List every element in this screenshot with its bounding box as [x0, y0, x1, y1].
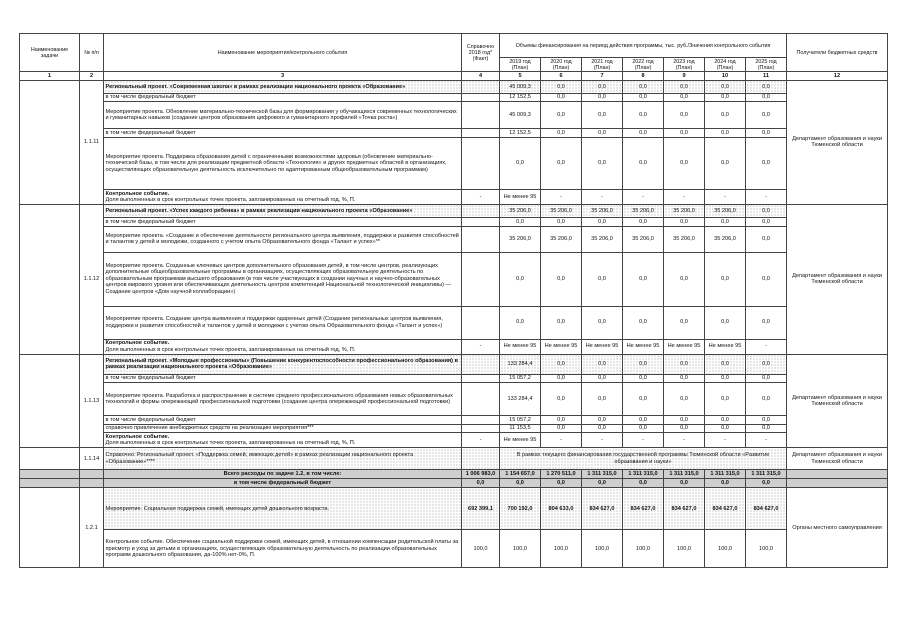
control-event-title: Контрольное событие.	[105, 340, 170, 347]
table-row	[20, 488, 888, 530]
header-volumes: Объемы финансирования на период действия программы, тыс. руб./Значения контрольного события	[500, 34, 787, 58]
value-cell: 1 311 315,0	[705, 470, 746, 479]
value-cell: 0,0	[582, 383, 623, 416]
header-num: № п/п	[80, 34, 104, 72]
row-text: Мероприятие проекта. Созданные ключевых центров дополнительного образования детей, в том числе центров, реализующих дополнительные общеобразовательные программы в организациях, осуществляющих образовательную деятельность по образовательным программам высшего образования (в том числе участвующих в создании научных и научно-образовательных центров мирового уровня или обеспечивающих деятельность центров компетенций Национальной технологической инициативы) — Создание центров «Дом научной коллаборации»)	[104, 252, 462, 306]
value-cell: 0,0	[705, 354, 746, 374]
value-cell: 0,0	[705, 93, 746, 102]
value-cell: 11 153,5	[500, 424, 541, 433]
value-cell: 0,0	[500, 137, 541, 189]
header-reference: Справочно 2018 год* (Факт)	[462, 34, 500, 72]
header-recipients: Получатели бюджетных средств	[787, 34, 888, 72]
value-cell: 0,0	[623, 479, 664, 488]
value-cell: 1 154 657,0	[500, 470, 541, 479]
ref-value	[462, 204, 500, 217]
ref-value	[462, 416, 500, 425]
value-cell: 0,0	[500, 217, 541, 226]
value-cell: Не менее 95	[705, 339, 746, 354]
row-text: Справочно: Региональный проект. «Поддержка семей, имеющих детей» в рамках реализации национального проекта «Образование»****	[104, 448, 462, 470]
value-cell: -	[705, 433, 746, 448]
value-cell: 0,0	[664, 80, 705, 93]
header-year: 2025 год (План)	[746, 58, 787, 72]
program-table	[19, 33, 888, 568]
value-cell: 0,0	[746, 383, 787, 416]
value-cell: 834 627,0	[746, 488, 787, 530]
value-cell: 0,0	[746, 204, 787, 217]
value-cell: Не менее 95	[664, 339, 705, 354]
value-cell: 0,0	[664, 354, 705, 374]
table-row	[20, 137, 888, 189]
value-cell: Не менее 95	[500, 189, 541, 204]
row-text: в том числе федеральный бюджет	[104, 93, 462, 102]
value-cell: Не менее 95	[500, 339, 541, 354]
value-cell: 0,0	[623, 383, 664, 416]
value-cell: 100,0	[705, 530, 746, 568]
header-year: 2019 год (План)	[500, 58, 541, 72]
value-cell: 35 206,0	[582, 204, 623, 217]
ref-value	[462, 374, 500, 383]
value-cell: 0,0	[541, 383, 582, 416]
value-cell: 100,0	[664, 530, 705, 568]
value-cell: 0,0	[664, 479, 705, 488]
value-cell: 0,0	[746, 416, 787, 425]
value-cell: 0,0	[705, 374, 746, 383]
table-row	[20, 204, 888, 217]
value-cell: 0,0	[623, 306, 664, 339]
value-cell: 35 206,0	[664, 226, 705, 252]
value-cell: 0,0	[623, 137, 664, 189]
control-event-title: Контрольное событие.	[105, 190, 170, 197]
value-cell: 0,0	[664, 217, 705, 226]
value-cell: 0,0	[746, 374, 787, 383]
ref-value: -	[462, 433, 500, 448]
group-num: 1.2.1	[80, 488, 104, 568]
row-text: в том числе федеральный бюджет	[104, 374, 462, 383]
value-cell: -	[746, 433, 787, 448]
value-cell: 35 206,0	[705, 204, 746, 217]
value-cell: -	[623, 189, 664, 204]
table-row	[20, 129, 888, 138]
ref-value	[462, 226, 500, 252]
table-row	[20, 433, 888, 448]
col-number: 2	[80, 72, 104, 81]
recipient-cell: Департамент образования и науки Тюменской области	[787, 80, 888, 204]
task-cell	[20, 488, 80, 568]
value-cell: -	[541, 189, 582, 204]
value-cell: 0,0	[623, 129, 664, 138]
ref-value	[462, 383, 500, 416]
document-page	[19, 33, 887, 568]
row-text: Контрольное событие. Обеспечение социальной поддержки семей, имеющих детей, в отношении компенсации родительской платы за присмотр и уход за детьми в организациях, осуществляющих образовательную деятельность по реализации образовательных программ дошкольного образования, да-100% нет-0%, П.	[104, 530, 462, 568]
value-cell: 0,0	[541, 374, 582, 383]
table-row	[20, 217, 888, 226]
group-num: 1.1.13	[80, 354, 104, 448]
value-cell: 100,0	[746, 530, 787, 568]
value-cell: 1 270 511,0	[541, 470, 582, 479]
value-cell: 0,0	[664, 416, 705, 425]
value-cell: 35 206,0	[664, 204, 705, 217]
value-cell: 0,0	[705, 252, 746, 306]
value-cell: 0,0	[664, 374, 705, 383]
value-cell: 0,0	[746, 226, 787, 252]
value-cell: 35 206,0	[582, 226, 623, 252]
value-cell: 1 311 315,0	[746, 470, 787, 479]
value-cell: 35 206,0	[541, 226, 582, 252]
value-cell: 0,0	[623, 416, 664, 425]
group-num: 1.1.14	[80, 448, 104, 470]
ref-value	[462, 252, 500, 306]
task-cell	[20, 204, 80, 354]
group-num: 1.1.12	[80, 204, 104, 354]
ref-value	[462, 424, 500, 433]
col-number: 11	[746, 72, 787, 81]
value-cell: 0,0	[705, 306, 746, 339]
merged-note: В рамках текущего финансирования государственной программы Тюменской области «Развитие образования и науки»	[500, 448, 787, 470]
col-number: 9	[664, 72, 705, 81]
row-text: Мероприятие проекта. «Создание и обеспечение деятельности регионального центра выявления, поддержки и развития способностей и талантов у детей и молодежи, созданного с учетом опыта Образовательного фонда «Талант и успех»**	[104, 226, 462, 252]
value-cell: -	[582, 433, 623, 448]
value-cell: 1 311 315,0	[582, 470, 623, 479]
col-number: 10	[705, 72, 746, 81]
table-row	[20, 102, 888, 129]
value-cell: 0,0	[582, 80, 623, 93]
table-row	[20, 80, 888, 93]
value-cell: 0,0	[705, 137, 746, 189]
table-row	[20, 424, 888, 433]
value-cell: 1 311 315,0	[664, 470, 705, 479]
value-cell: 0,0	[664, 102, 705, 129]
task-cell	[20, 479, 80, 488]
value-cell: 0,0	[623, 354, 664, 374]
row-text: Мероприятие проекта. Создание центра выявления и поддержки одаренных детей (Создание региональных центров выявления, поддержки и развития способностей и талантов у детей и молодежи с учетом опыта Образовательного фонда «Талант и успех»)	[104, 306, 462, 339]
ref-value	[462, 137, 500, 189]
value-cell: 0,0	[623, 252, 664, 306]
table-row	[20, 252, 888, 306]
value-cell: 804 633,0	[541, 488, 582, 530]
ref-value	[462, 129, 500, 138]
header-year: 2020 год (План)	[541, 58, 582, 72]
value-cell: 0,0	[582, 354, 623, 374]
task-cell	[20, 354, 80, 448]
value-cell: 0,0	[582, 217, 623, 226]
recipient-cell	[787, 470, 888, 479]
num-cell	[80, 470, 104, 479]
value-cell: 0,0	[705, 129, 746, 138]
row-text: Мероприятие. Социальная поддержка семей, имеющих детей дошкольного возраста.	[104, 488, 462, 530]
value-cell: 35 206,0	[500, 226, 541, 252]
table-row	[20, 354, 888, 374]
federal-label: в том числе федеральный бюджет	[104, 479, 462, 488]
recipient-cell: Департамент образования и науки Тюменской области	[787, 354, 888, 448]
value-cell: 100,0	[623, 530, 664, 568]
value-cell: 0,0	[746, 479, 787, 488]
value-cell: 834 627,0	[582, 488, 623, 530]
col-number: 1	[20, 72, 80, 81]
row-text: Региональный проект. «Современная школа» в рамках реализации национального проекта «Образование»	[104, 80, 462, 93]
value-cell: 0,0	[541, 137, 582, 189]
table-row	[20, 226, 888, 252]
ref-value: -	[462, 189, 500, 204]
value-cell: 0,0	[746, 93, 787, 102]
table-row	[20, 189, 888, 204]
total-label: Всего расходы по задаче 1.2, в том числе:	[104, 470, 462, 479]
value-cell: 35 206,0	[541, 204, 582, 217]
col-number: 6	[541, 72, 582, 81]
column-number-row	[20, 72, 888, 81]
value-cell: 100,0	[541, 530, 582, 568]
value-cell: -	[664, 433, 705, 448]
value-cell: 35 206,0	[500, 204, 541, 217]
value-cell: 0,0	[664, 424, 705, 433]
value-cell: 0,0	[582, 137, 623, 189]
value-cell: 45 009,3	[500, 102, 541, 129]
ref-value	[462, 102, 500, 129]
control-event-text: Доля выполненных в срок контрольных точек проекта, запланированных на отчетный год, %, П.	[105, 440, 356, 447]
header-year: 2021 год (План)	[582, 58, 623, 72]
header-row	[20, 34, 888, 58]
value-cell: 133 284,4	[500, 383, 541, 416]
federal-row	[20, 479, 888, 488]
row-text: Региональный проект. «Молодые профессионалы» (Повышение конкурентоспособности профессионального образования) в рамках реализации национального проекта «Образование»	[104, 354, 462, 374]
row-text: в том числе федеральный бюджет	[104, 217, 462, 226]
control-event-text: Доля выполненных в срок контрольных точек проекта, запланированных на отчетный год, %, П.	[105, 196, 356, 203]
value-cell: 0,0	[623, 80, 664, 93]
value-cell: 12 152,5	[500, 129, 541, 138]
header-event-name: Наименование мероприятия/контрольного события	[104, 34, 462, 72]
value-cell: 0,0	[705, 217, 746, 226]
value-cell: 1 311 315,0	[623, 470, 664, 479]
table-row	[20, 93, 888, 102]
value-cell: 0,0	[664, 129, 705, 138]
value-cell: 834 627,0	[623, 488, 664, 530]
value-cell: 0,0	[664, 252, 705, 306]
task-cell	[20, 80, 80, 204]
table-row	[20, 339, 888, 354]
value-cell: 0,0	[541, 80, 582, 93]
value-cell: Не менее 95	[623, 339, 664, 354]
value-cell: 0,0	[664, 93, 705, 102]
table-row	[20, 306, 888, 339]
value-cell: 834 627,0	[664, 488, 705, 530]
value-cell: 0,0	[746, 424, 787, 433]
control-event-cell	[104, 433, 462, 448]
value-cell: -	[623, 433, 664, 448]
col-number: 8	[623, 72, 664, 81]
row-text: справочно привлечение внебюджетных средств на реализацию мероприятия***	[104, 424, 462, 433]
value-cell: -	[582, 189, 623, 204]
value-cell: 0,0	[541, 252, 582, 306]
value-cell: 0,0	[582, 416, 623, 425]
col-number: 5	[500, 72, 541, 81]
value-cell: 0,0	[746, 129, 787, 138]
value-cell: -	[664, 189, 705, 204]
col-number: 12	[787, 72, 888, 81]
task-cell	[20, 448, 80, 470]
ref-value: 0,0	[462, 479, 500, 488]
total-row	[20, 470, 888, 479]
row-text: в том числе федеральный бюджет	[104, 129, 462, 138]
col-number: 4	[462, 72, 500, 81]
value-cell: 100,0	[500, 530, 541, 568]
value-cell: 0,0	[582, 93, 623, 102]
recipient-cell: Органы местного самоуправления	[787, 488, 888, 568]
value-cell: 0,0	[541, 102, 582, 129]
control-event-text: Доля выполненных в срок контрольных точек проекта, запланированных на отчетный год, %, П.	[105, 346, 356, 353]
value-cell: Не менее 95	[541, 339, 582, 354]
col-number: 7	[582, 72, 623, 81]
value-cell: 35 206,0	[705, 226, 746, 252]
control-event-cell	[104, 189, 462, 204]
row-text: Мероприятие проекта. Разработка и распространение в системе среднего профессионального образования новых образовательных технологий и формы опережающей профессиональной подготовки (создание центра опережающей профессиональной подготовки)	[104, 383, 462, 416]
row-text: Мероприятие проекта. Обновление материально-технической базы для формирования у обучающихся современных технологических и гуманитарных навыков (создание центров образования цифрового и гуманитарного профилей «Точка роста»)	[104, 102, 462, 129]
value-cell: 0,0	[623, 374, 664, 383]
value-cell: 0,0	[500, 479, 541, 488]
value-cell: 0,0	[664, 137, 705, 189]
value-cell: 0,0	[664, 383, 705, 416]
value-cell: 100,0	[582, 530, 623, 568]
value-cell: 0,0	[541, 416, 582, 425]
value-cell: 0,0	[623, 93, 664, 102]
header-year: 2023 год (План)	[664, 58, 705, 72]
value-cell: 15 057,2	[500, 416, 541, 425]
value-cell: 0,0	[541, 93, 582, 102]
value-cell: 0,0	[541, 354, 582, 374]
ref-value	[462, 448, 500, 470]
recipient-cell: Департамент образования и науки Тюменской области	[787, 204, 888, 354]
value-cell: 834 627,0	[705, 488, 746, 530]
group-num: 1.1.11	[80, 80, 104, 204]
value-cell: Не менее 95	[500, 433, 541, 448]
col-number: 3	[104, 72, 462, 81]
value-cell: 0,0	[623, 424, 664, 433]
value-cell: 0,0	[705, 416, 746, 425]
value-cell: 0,0	[746, 354, 787, 374]
value-cell: 0,0	[541, 424, 582, 433]
value-cell: 15 057,2	[500, 374, 541, 383]
value-cell: 0,0	[705, 383, 746, 416]
value-cell: -	[746, 189, 787, 204]
value-cell: 0,0	[746, 306, 787, 339]
table-row	[20, 374, 888, 383]
row-text: Мероприятие проекта. Поддержка образования детей с ограниченными возможностями здоровья (обновление материально-технической базы, в том числе для реализации предметной области «Технология» и других предметных областей в организациях, осуществляющих образовательную деятельность исключительно по адаптированным общеобразовательным программам)	[104, 137, 462, 189]
value-cell: -	[746, 339, 787, 354]
value-cell: 0,0	[746, 102, 787, 129]
value-cell: 0,0	[746, 217, 787, 226]
row-text: в том числе федеральный бюджет	[104, 416, 462, 425]
value-cell: 700 192,0	[500, 488, 541, 530]
header-year: 2024 год (План)	[705, 58, 746, 72]
num-cell	[80, 479, 104, 488]
ref-value: 1 006 983,0	[462, 470, 500, 479]
recipient-cell	[787, 479, 888, 488]
value-cell: 0,0	[582, 424, 623, 433]
value-cell: Не менее 95	[582, 339, 623, 354]
value-cell: 0,0	[582, 102, 623, 129]
value-cell: 0,0	[500, 252, 541, 306]
row-text: Региональный проект. «Успех каждого ребенка» в рамках реализации национального проекта «Образование»	[104, 204, 462, 217]
ref-value	[462, 80, 500, 93]
value-cell: 35 206,0	[623, 226, 664, 252]
value-cell: 0,0	[705, 424, 746, 433]
value-cell: 0,0	[541, 306, 582, 339]
value-cell: 0,0	[746, 252, 787, 306]
value-cell: 0,0	[582, 252, 623, 306]
value-cell: 0,0	[623, 102, 664, 129]
value-cell: 0,0	[541, 479, 582, 488]
header-task-name: Наименование задачи	[20, 34, 80, 72]
ref-value: 692 399,1	[462, 488, 500, 530]
value-cell: 0,0	[541, 129, 582, 138]
value-cell: 0,0	[582, 479, 623, 488]
value-cell: 0,0	[623, 217, 664, 226]
task-cell	[20, 470, 80, 479]
ref-value	[462, 217, 500, 226]
ref-value	[462, 93, 500, 102]
value-cell: 0,0	[664, 306, 705, 339]
value-cell: -	[541, 433, 582, 448]
table-row	[20, 530, 888, 568]
value-cell: 133 284,4	[500, 354, 541, 374]
table-row	[20, 383, 888, 416]
control-event-cell	[104, 339, 462, 354]
value-cell: 12 152,5	[500, 93, 541, 102]
value-cell: 0,0	[582, 129, 623, 138]
value-cell: 0,0	[500, 306, 541, 339]
value-cell: 0,0	[705, 479, 746, 488]
control-event-title: Контрольное событие.	[105, 433, 170, 440]
table-row	[20, 448, 888, 470]
value-cell: 45 009,3	[500, 80, 541, 93]
table-row	[20, 416, 888, 425]
ref-value: -	[462, 339, 500, 354]
ref-value	[462, 354, 500, 374]
value-cell: 0,0	[705, 102, 746, 129]
value-cell: 0,0	[705, 80, 746, 93]
header-year: 2022 год (План)	[623, 58, 664, 72]
value-cell: 35 206,0	[623, 204, 664, 217]
value-cell: 0,0	[582, 306, 623, 339]
value-cell: 0,0	[582, 374, 623, 383]
value-cell: 0,0	[746, 137, 787, 189]
value-cell: 0,0	[541, 217, 582, 226]
recipient-cell: Департамент образования и науки Тюменской области	[787, 448, 888, 470]
ref-value: 100,0	[462, 530, 500, 568]
value-cell: 0,0	[746, 80, 787, 93]
value-cell: -	[705, 189, 746, 204]
ref-value	[462, 306, 500, 339]
